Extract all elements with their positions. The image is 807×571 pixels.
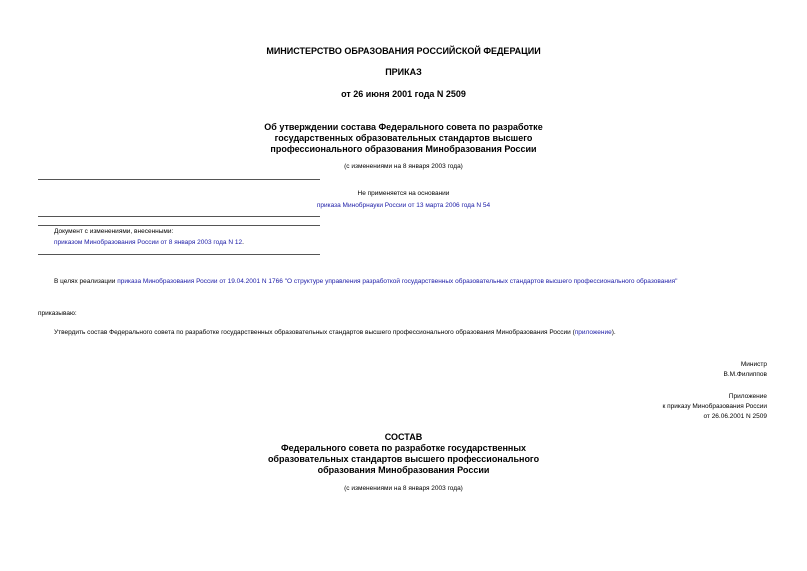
approve-paragraph — [54, 329, 616, 336]
divider — [38, 216, 320, 217]
doc-changes-text: Документ с изменениями, внесенными: — [54, 228, 174, 235]
divider — [38, 254, 320, 255]
doc-changes-suffix: . — [242, 239, 244, 246]
composition-line-1: Федерального совета по разработке государственных — [280, 443, 527, 453]
intro-paragraph — [54, 278, 677, 285]
title-line-2: государственных образовательных стандартов высшего — [274, 133, 533, 143]
order-word: приказываю: — [38, 310, 77, 317]
composition-line-2: образовательных стандартов высшего профессионального — [267, 454, 540, 464]
appendix-link[interactable]: приложение — [574, 329, 612, 336]
not-applied-link[interactable]: приказа Минобрнауки России от 13 марта 2006 года N 54 — [316, 202, 491, 209]
intro-prefix: В целях реализации — [54, 278, 118, 285]
signature-position: Министр — [740, 361, 767, 368]
composition-line-3: образования Минобразования России — [317, 465, 490, 475]
doc-type: ПРИКАЗ — [385, 67, 422, 77]
order-date-number: от 26 июня 2001 года N 2509 — [341, 89, 466, 99]
composition-note: (с изменениями на 8 января 2003 года) — [344, 485, 463, 492]
approve-suffix: ). — [611, 329, 616, 336]
not-applied-text: Не применяется на основании — [357, 190, 450, 197]
doc-changes-line — [54, 239, 244, 246]
appendix-to-order: к приказу Минобразования России — [662, 403, 767, 410]
doc-changes-link[interactable]: приказом Минобразования России от 8 января 2003 года N 12 — [54, 239, 243, 246]
appendix-label: Приложение — [728, 393, 767, 400]
signature-name: В.М.Филиппов — [723, 371, 767, 378]
divider — [38, 225, 320, 226]
appendix-date: от 26.06.2001 N 2509 — [703, 413, 767, 420]
divider — [38, 179, 320, 180]
composition-title: СОСТАВ — [384, 432, 423, 442]
approve-prefix: Утвердить состав Федерального совета по разработке государственных образовательных стандартов высшего профессионального образования Минобразования России ( — [54, 329, 575, 336]
intro-link[interactable]: приказа Минобразования России от 19.04.2001 N 1766 "О структуре управления разработкой государственных образовательных стандартов высшего профессионального образования" — [117, 278, 678, 285]
title-line-1: Об утверждении состава Федерального совета по разработке — [264, 122, 543, 132]
ministry-name: МИНИСТЕРСТВО ОБРАЗОВАНИЯ РОССИЙСКОЙ ФЕДЕРАЦИИ — [266, 46, 541, 56]
title-line-3: профессионального образования Минобразования России — [270, 144, 537, 154]
amendment-note: (с изменениями на 8 января 2003 года) — [344, 163, 463, 170]
